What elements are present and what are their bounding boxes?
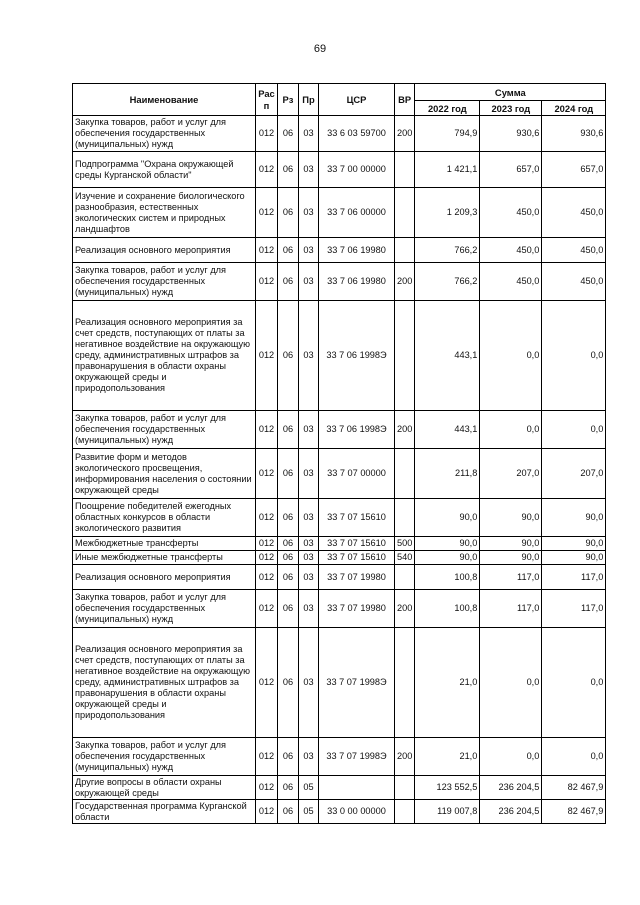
row-sum-2022: 443,1 [415, 411, 480, 449]
row-sum-2024: 207,0 [542, 449, 606, 499]
row-pr: 03 [299, 499, 319, 537]
row-sum-2023: 450,0 [480, 238, 542, 263]
row-sum-2024: 82 467,9 [542, 800, 606, 824]
row-pr: 03 [299, 738, 319, 776]
row-pr: 03 [299, 537, 319, 551]
row-rz: 06 [278, 565, 299, 590]
row-sum-2024: 117,0 [542, 565, 606, 590]
row-ras: 012 [256, 188, 278, 238]
table-row [73, 800, 606, 824]
header-csr: ЦСР [319, 84, 395, 116]
row-sum-2023: 657,0 [480, 152, 542, 188]
row-vr [395, 449, 415, 499]
row-ras: 012 [256, 738, 278, 776]
row-csr: 33 7 07 1998Э [319, 628, 395, 738]
row-ras: 012 [256, 565, 278, 590]
row-sum-2022: 211,8 [415, 449, 480, 499]
row-rz: 06 [278, 738, 299, 776]
row-name: Развитие форм и методов экологического просвещения, информирования населения о состоянии окружающей среды [73, 449, 256, 499]
table-row [73, 590, 606, 628]
row-pr: 03 [299, 116, 319, 152]
row-csr: 33 0 00 00000 [319, 800, 395, 824]
row-sum-2024: 0,0 [542, 411, 606, 449]
row-pr: 05 [299, 776, 319, 800]
row-ras: 012 [256, 628, 278, 738]
row-sum-2024: 450,0 [542, 238, 606, 263]
row-sum-2022: 794,9 [415, 116, 480, 152]
row-pr: 03 [299, 238, 319, 263]
row-sum-2022: 90,0 [415, 499, 480, 537]
row-ras: 012 [256, 116, 278, 152]
row-vr [395, 565, 415, 590]
row-pr: 03 [299, 565, 319, 590]
row-sum-2024: 450,0 [542, 263, 606, 301]
row-ras: 012 [256, 776, 278, 800]
row-ras: 012 [256, 449, 278, 499]
row-ras: 012 [256, 152, 278, 188]
row-rz: 06 [278, 449, 299, 499]
row-vr: 500 [395, 537, 415, 551]
row-vr [395, 776, 415, 800]
header-ras: Рас п [256, 84, 278, 116]
row-rz: 06 [278, 116, 299, 152]
row-rz: 06 [278, 628, 299, 738]
row-name: Закупка товаров, работ и услуг для обеспечения государственных (муниципальных) нужд [73, 590, 256, 628]
table-row [73, 188, 606, 238]
row-csr: 33 7 07 15610 [319, 537, 395, 551]
table-row [73, 301, 606, 411]
row-ras: 012 [256, 537, 278, 551]
table-row [73, 565, 606, 590]
row-name: Подпрограмма "Охрана окружающей среды Курганской области" [73, 152, 256, 188]
row-sum-2022: 123 552,5 [415, 776, 480, 800]
row-sum-2024: 0,0 [542, 738, 606, 776]
row-sum-2024: 450,0 [542, 188, 606, 238]
row-sum-2022: 100,8 [415, 590, 480, 628]
budget-table [72, 83, 606, 824]
row-ras: 012 [256, 263, 278, 301]
row-csr: 33 7 07 19980 [319, 590, 395, 628]
row-csr: 33 7 06 19980 [319, 238, 395, 263]
row-vr [395, 499, 415, 537]
row-name: Закупка товаров, работ и услуг для обеспечения государственных (муниципальных) нужд [73, 411, 256, 449]
table-row [73, 537, 606, 551]
row-vr [395, 188, 415, 238]
page-number: 69 [313, 43, 327, 55]
row-sum-2022: 100,8 [415, 565, 480, 590]
row-sum-2023: 450,0 [480, 188, 542, 238]
header-2022: 2022 год [415, 101, 480, 116]
row-pr: 03 [299, 551, 319, 565]
header-2023: 2023 год [480, 101, 542, 116]
row-ras: 012 [256, 301, 278, 411]
row-vr [395, 301, 415, 411]
row-pr: 03 [299, 152, 319, 188]
table-row [73, 116, 606, 152]
row-csr: 33 7 07 19980 [319, 565, 395, 590]
row-sum-2023: 0,0 [480, 411, 542, 449]
row-csr: 33 7 07 1998Э [319, 738, 395, 776]
row-pr: 03 [299, 628, 319, 738]
row-rz: 06 [278, 238, 299, 263]
row-csr: 33 7 06 1998Э [319, 301, 395, 411]
row-rz: 06 [278, 499, 299, 537]
row-sum-2023: 207,0 [480, 449, 542, 499]
row-vr: 540 [395, 551, 415, 565]
header-sum: Сумма [415, 84, 606, 101]
row-name: Межбюджетные трансферты [73, 537, 256, 551]
row-sum-2023: 236 204,5 [480, 800, 542, 824]
row-name: Другие вопросы в области охраны окружающей среды [73, 776, 256, 800]
row-sum-2023: 90,0 [480, 551, 542, 565]
table-row [73, 152, 606, 188]
row-sum-2024: 90,0 [542, 537, 606, 551]
row-csr: 33 7 06 00000 [319, 188, 395, 238]
row-pr: 03 [299, 188, 319, 238]
row-sum-2023: 90,0 [480, 537, 542, 551]
header-name: Наименование [73, 84, 256, 116]
row-sum-2022: 119 007,8 [415, 800, 480, 824]
row-sum-2023: 450,0 [480, 263, 542, 301]
row-csr: 33 7 00 00000 [319, 152, 395, 188]
header-vr: ВР [395, 84, 415, 116]
row-rz: 06 [278, 188, 299, 238]
row-sum-2023: 117,0 [480, 590, 542, 628]
row-rz: 06 [278, 152, 299, 188]
row-sum-2022: 766,2 [415, 263, 480, 301]
row-name: Закупка товаров, работ и услуг для обеспечения государственных (муниципальных) нужд [73, 738, 256, 776]
row-sum-2024: 930,6 [542, 116, 606, 152]
row-rz: 06 [278, 776, 299, 800]
table-row [73, 738, 606, 776]
row-sum-2022: 21,0 [415, 628, 480, 738]
row-pr: 05 [299, 800, 319, 824]
row-ras: 012 [256, 800, 278, 824]
row-sum-2023: 236 204,5 [480, 776, 542, 800]
table-row [73, 449, 606, 499]
row-vr: 200 [395, 590, 415, 628]
header-2024: 2024 год [542, 101, 606, 116]
row-csr: 33 6 03 59700 [319, 116, 395, 152]
row-name: Иные межбюджетные трансферты [73, 551, 256, 565]
table-row [73, 776, 606, 800]
row-vr: 200 [395, 263, 415, 301]
row-name: Изучение и сохранение биологического разнообразия, естественных экологических систем и природных ландшафтов [73, 188, 256, 238]
row-csr: 33 7 06 1998Э [319, 411, 395, 449]
row-name: Реализация основного мероприятия за счет средств, поступающих от платы за негативное воздействие на окружающую среду, административных штрафов за правонарушения в области охраны окружающей среды и природопользования [73, 301, 256, 411]
row-pr: 03 [299, 263, 319, 301]
row-vr [395, 238, 415, 263]
row-ras: 012 [256, 551, 278, 565]
table-row [73, 411, 606, 449]
row-ras: 012 [256, 499, 278, 537]
row-csr: 33 7 06 19980 [319, 263, 395, 301]
row-sum-2023: 90,0 [480, 499, 542, 537]
row-sum-2023: 0,0 [480, 628, 542, 738]
row-csr: 33 7 07 00000 [319, 449, 395, 499]
row-vr [395, 628, 415, 738]
row-sum-2023: 930,6 [480, 116, 542, 152]
row-sum-2024: 90,0 [542, 499, 606, 537]
row-sum-2024: 0,0 [542, 301, 606, 411]
row-sum-2023: 0,0 [480, 738, 542, 776]
row-pr: 03 [299, 449, 319, 499]
row-sum-2022: 90,0 [415, 537, 480, 551]
row-name: Реализация основного мероприятия за счет средств, поступающих от платы за негативное воздействие на окружающую среду, административных штрафов за правонарушения в области охраны окружающей среды и природопользования [73, 628, 256, 738]
header-rz: Рз [278, 84, 299, 116]
row-pr: 03 [299, 301, 319, 411]
table-row [73, 628, 606, 738]
row-name: Закупка товаров, работ и услуг для обеспечения государственных (муниципальных) нужд [73, 116, 256, 152]
row-rz: 06 [278, 800, 299, 824]
row-csr: 33 7 07 15610 [319, 551, 395, 565]
row-rz: 06 [278, 537, 299, 551]
row-sum-2022: 1 421,1 [415, 152, 480, 188]
row-sum-2024: 90,0 [542, 551, 606, 565]
row-sum-2024: 82 467,9 [542, 776, 606, 800]
row-sum-2022: 443,1 [415, 301, 480, 411]
row-ras: 012 [256, 590, 278, 628]
row-sum-2022: 1 209,3 [415, 188, 480, 238]
row-sum-2022: 90,0 [415, 551, 480, 565]
table-row [73, 238, 606, 263]
row-rz: 06 [278, 263, 299, 301]
row-ras: 012 [256, 238, 278, 263]
row-sum-2022: 766,2 [415, 238, 480, 263]
row-sum-2024: 117,0 [542, 590, 606, 628]
row-name: Закупка товаров, работ и услуг для обеспечения государственных (муниципальных) нужд [73, 263, 256, 301]
row-pr: 03 [299, 590, 319, 628]
header-pr: Пр [299, 84, 319, 116]
row-rz: 06 [278, 590, 299, 628]
table-row [73, 551, 606, 565]
row-name: Реализация основного мероприятия [73, 238, 256, 263]
table-row [73, 263, 606, 301]
row-csr [319, 776, 395, 800]
row-sum-2024: 0,0 [542, 628, 606, 738]
row-rz: 06 [278, 411, 299, 449]
row-sum-2022: 21,0 [415, 738, 480, 776]
row-sum-2024: 657,0 [542, 152, 606, 188]
row-vr: 200 [395, 411, 415, 449]
row-vr [395, 800, 415, 824]
row-vr [395, 152, 415, 188]
row-sum-2023: 0,0 [480, 301, 542, 411]
row-name: Государственная программа Курганской области [73, 800, 256, 824]
row-rz: 06 [278, 301, 299, 411]
row-sum-2023: 117,0 [480, 565, 542, 590]
table-row [73, 499, 606, 537]
row-ras: 012 [256, 411, 278, 449]
row-name: Поощрение победителей ежегодных областных конкурсов в области экологического развития [73, 499, 256, 537]
row-vr: 200 [395, 116, 415, 152]
row-vr: 200 [395, 738, 415, 776]
row-pr: 03 [299, 411, 319, 449]
row-rz: 06 [278, 551, 299, 565]
row-name: Реализация основного мероприятия [73, 565, 256, 590]
row-csr: 33 7 07 15610 [319, 499, 395, 537]
